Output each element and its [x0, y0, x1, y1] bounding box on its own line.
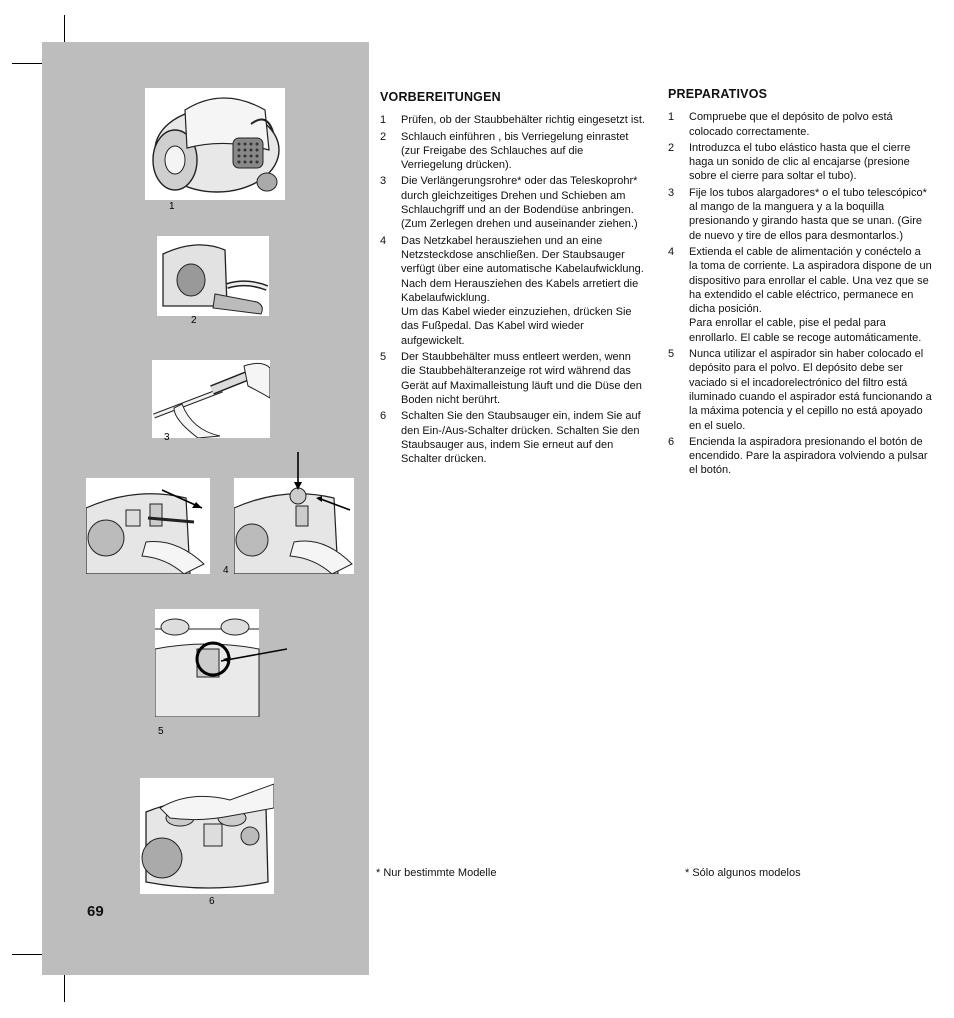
- step-number: 2: [380, 130, 387, 143]
- power-button-illustration: [140, 778, 274, 894]
- spanish-section-title: PREPARATIVOS: [668, 87, 768, 101]
- figure-label: 2: [191, 315, 197, 326]
- page-number: 69: [87, 903, 104, 920]
- list-item: [668, 110, 932, 139]
- step-text: Encienda la aspiradora presionando el botón de encendido. Pare la aspiradora volviendo a pulsar el botón.: [689, 435, 928, 477]
- german-section: [380, 90, 645, 468]
- list-item: [380, 130, 645, 173]
- figure-label: 1: [169, 201, 175, 212]
- step-number: 6: [668, 435, 675, 448]
- figure-label: 6: [209, 896, 215, 907]
- step-text: Der Staubbehälter muss entleert werden, wenn die Staubbehälteranzeige rot wird während das Gerät auf Maximalleistung läuft und die Düse den Boden nicht berührt.: [401, 351, 642, 406]
- spanish-steps-list: [668, 110, 932, 477]
- list-item: [668, 347, 932, 433]
- step-text: Nunca utilizar el aspirador sin haber colocado el depósito para el polvo. El depósito debe ser vaciado si el incadorelectrónico del filtro está iluminado cuando el aspirador está funcionando a la máxima potencia y el cepillo no está apoyado en el suelo.: [689, 348, 932, 432]
- step-number: 3: [380, 175, 387, 188]
- step-number: 5: [668, 348, 675, 361]
- list-item: [380, 409, 645, 466]
- list-item: [380, 350, 645, 407]
- german-steps-list: [380, 113, 645, 466]
- telescopic-tube-illustration: [152, 360, 270, 438]
- step-number: 1: [668, 111, 675, 124]
- power-cable-illustration: [86, 478, 210, 574]
- vacuum-cleaner-illustration: [145, 88, 285, 200]
- figure-label: 3: [164, 432, 170, 443]
- step-text: Introduzca el tubo elástico hasta que el cierre haga un sonido de clic al encajarse (presione sobre el cierre para soltar el tubo).: [689, 141, 911, 183]
- step-number: 4: [380, 234, 387, 247]
- step-number: 1: [380, 114, 387, 127]
- list-item: [668, 245, 932, 345]
- step-text: Schlauch einführen , bis Verriegelung einrastet (zur Freigabe des Schlauches auf die Verriegelung drücken).: [401, 130, 629, 172]
- spanish-section: [668, 87, 932, 480]
- step-number: 5: [380, 351, 387, 364]
- step-text: Extienda el cable de alimentación y conéctelo a la toma de corriente. La aspiradora dispone de un dispositivo para enrollar el cable. Una vez que se ha extendido el cable eléctrico, permanece en dicha posición.: [689, 245, 932, 316]
- list-item: [380, 174, 645, 231]
- step-text: Fije los tubos alargadores* o el tubo telescópico* al mango de la manguera y a la boquilla presionando y girando hasta que se unan. (Gire de nuevo y tire de ellos para desmontarlos.): [689, 186, 927, 242]
- list-item: [380, 113, 645, 127]
- figure-label: 5: [158, 726, 164, 737]
- list-item: [668, 141, 932, 184]
- step-text: Die Verlängerungsrohre* oder das Teleskoprohr* durch gleichzeitiges Drehen und Schieben am Schlauchgriff und an der Bodendüse anbringen. (Zum Zerlegen drehen und auseinander ziehen.): [401, 175, 638, 231]
- figure-label: 4: [223, 565, 229, 576]
- step-text: Prüfen, ob der Staubbehälter richtig eingesetzt ist.: [401, 114, 645, 127]
- list-item: [668, 186, 932, 243]
- step-text: Schalten Sie den Staubsauger ein, indem Sie auf den Ein-/Aus-Schalter drücken. Schalten Sie den Staubsauger aus, indem Sie erneut auf den Schalter drücken.: [401, 410, 641, 466]
- step-text: Compruebe que el depósito de polvo está colocado correctamente.: [689, 111, 893, 138]
- list-item: [668, 435, 932, 478]
- dust-indicator-illustration: [155, 609, 287, 717]
- list-item: [380, 234, 645, 348]
- spanish-footnote: * Sólo algunos modelos: [685, 867, 801, 879]
- power-cable-illustration: [234, 452, 354, 574]
- step-number: 3: [668, 186, 675, 199]
- step-number: 2: [668, 141, 675, 154]
- step-text: Um das Kabel wieder einzuziehen, drücken Sie das Fußpedal. Das Kabel wird wieder aufgewickelt.: [401, 306, 632, 347]
- hose-insertion-illustration: [157, 236, 269, 316]
- step-text: Para enrollar el cable, pise el pedal para enrollarlo. El cable se recoge automáticamente.: [689, 317, 922, 344]
- step-number: 4: [668, 245, 675, 258]
- step-number: 6: [380, 410, 387, 423]
- german-footnote: * Nur bestimmte Modelle: [376, 867, 497, 879]
- german-section-title: VORBEREITUNGEN: [380, 90, 501, 104]
- step-text: Das Netzkabel herausziehen und an eine Netzsteckdose anschließen. Der Staubsauger verfügt über eine automatische Kabelaufwicklung. Nach dem Herausziehen des Kabels arretiert die Kabelaufwicklung.: [401, 234, 644, 304]
